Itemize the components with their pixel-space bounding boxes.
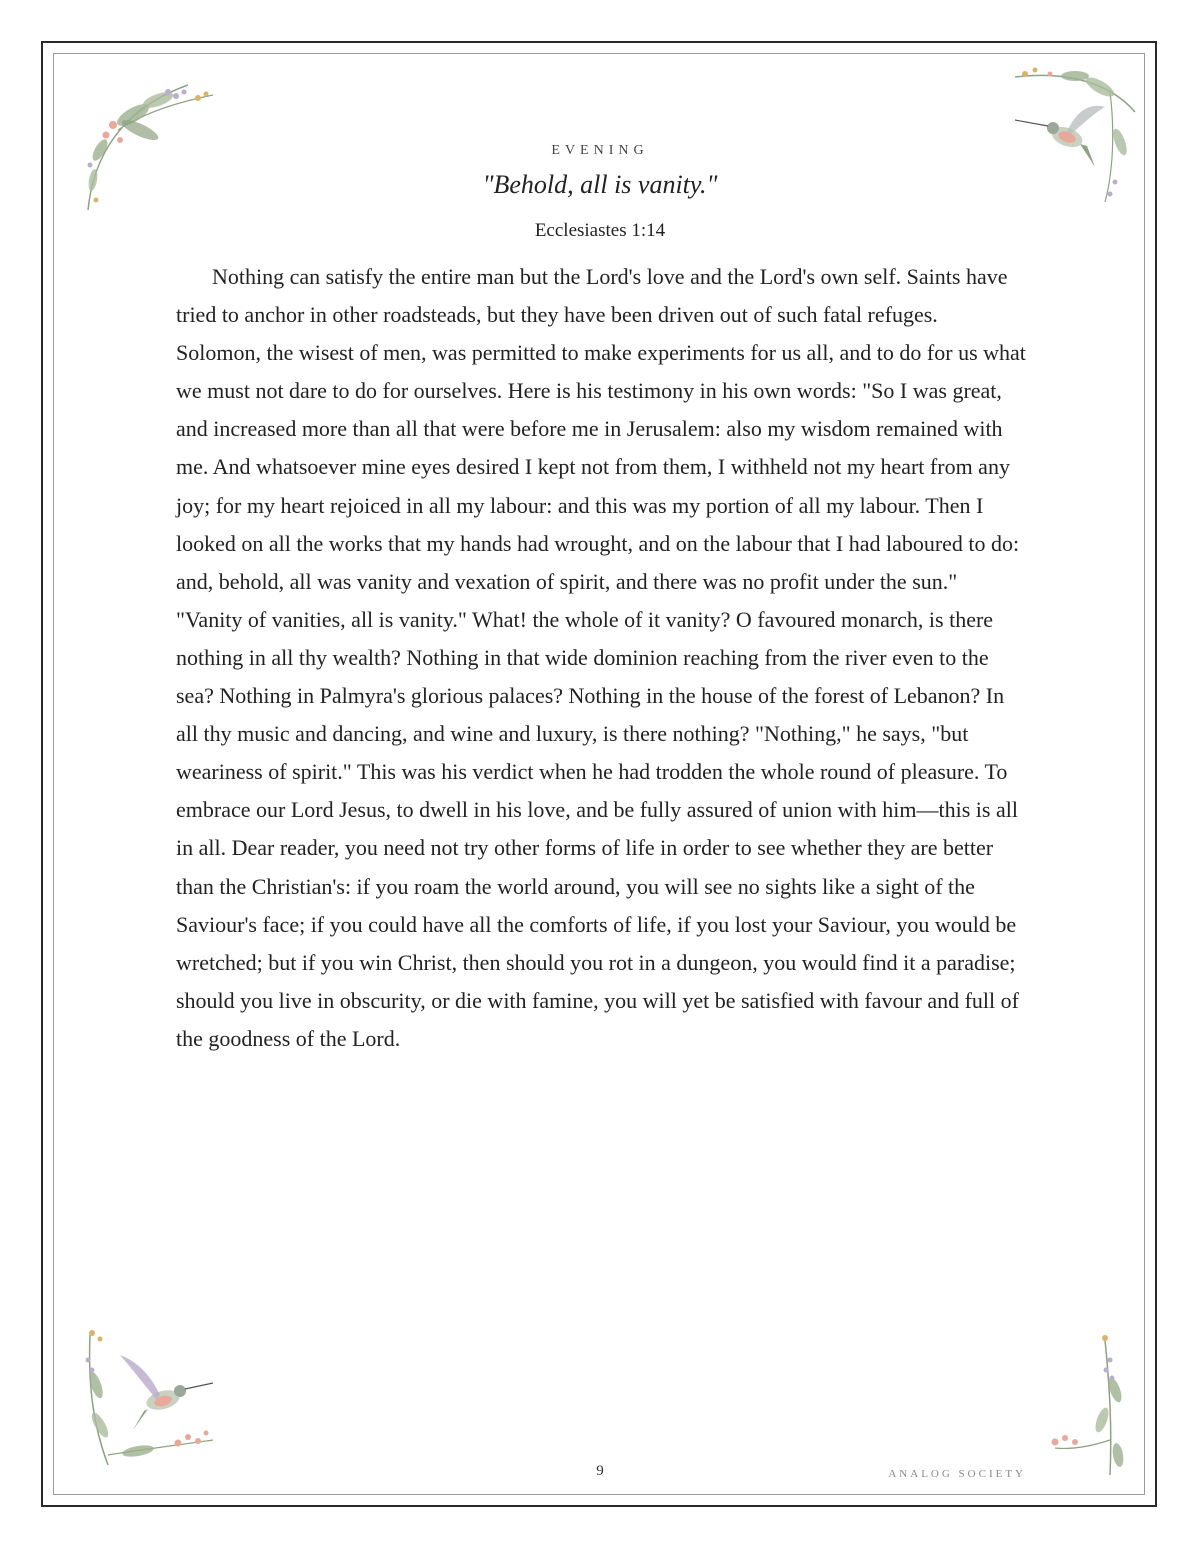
hummingbird-floral-icon <box>78 1325 218 1475</box>
brand-mark: ANALOG SOCIETY <box>888 1468 1026 1480</box>
verse-reference: Ecclesiastes 1:14 <box>534 220 666 241</box>
floral-sprig-icon <box>1040 1330 1130 1480</box>
page-number: 9 <box>596 1463 604 1479</box>
devotional-body: Nothing can satisfy the entire man but the Lord's love and the Lord's own self. Saints have tried to anchor in other roadsteads, but they have been driven out of such fatal refuges. Solomon, the wisest of men, was permitted to make experiments for us all, and to do for us what we must not dare to do for ourselves. Here is his testimony in his own words: "So I was great, and increased more than all that were before me in Jerusalem: also my wisdom remained with me. And whatsoever mine eyes desired I kept not from them, I withheld not my heart from any joy; for my heart rejoiced in all my labour: and this was my portion of all my labour. Then I looked on all the works that my hands had wrought, and on the labour that I had laboured to do: and, behold, all was vanity and vexation of spirit, and there was no profit under the sun." "Vanity of vanities, all is vanity." What! the whole of it vanity? O favoured monarch, is there nothing in all thy wealth? Nothing in that wide dominion reaching from the river even to the sea? Nothing in Palmyra's glorious palaces? Nothing in the house of the forest of Lebanon? In all thy music and dancing, and wine and luxury, is there nothing? "Nothing," he says, "but weariness of spirit." This was his verdict when he had trodden the whole round of pleasure. To embrace our Lord Jesus, to dwell in his love, and be fully assured of union with him—this is all in all. Dear reader, you need not try other forms of life in order to see whether they are better than the Christian's: if you roam the world around, you will see no sights like a sight of the Saviour's face; if you could have all the comforts of life, if you lost your Saviour, you would be wretched; but if you win Christ, then should you rot in a dungeon, you would find it a paradise; should you live in obscurity, or die with famine, you will yet be satisfied with favour and full of the goodness of the Lord. <box>176 264 1026 1051</box>
section-label: EVENING <box>551 143 649 158</box>
verse-quote: "Behold, all is vanity." <box>482 170 718 199</box>
